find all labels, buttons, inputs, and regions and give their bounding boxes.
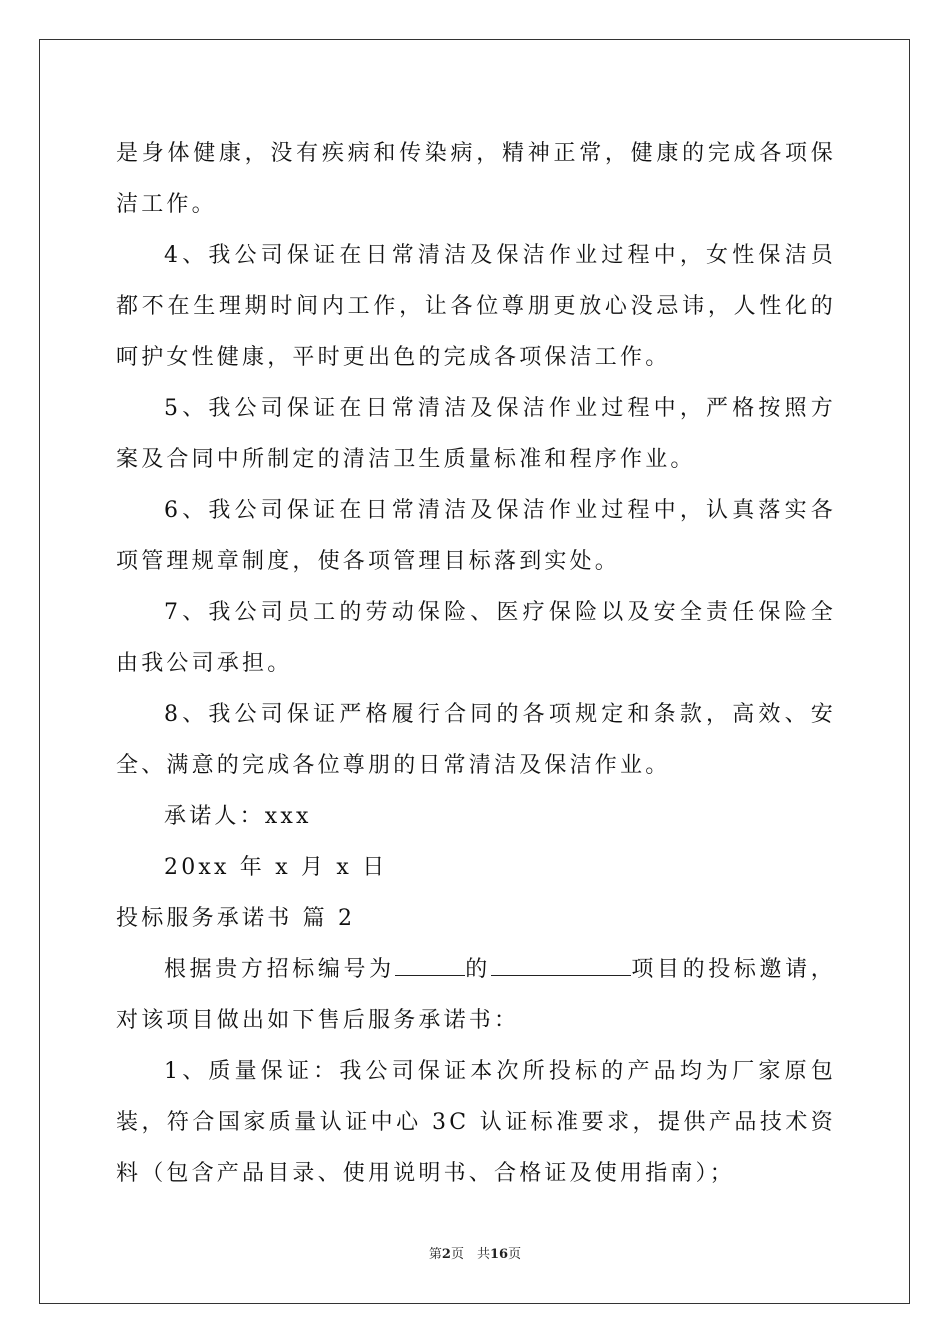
- footer-suffix: 页: [508, 1247, 522, 1262]
- section-title: 投标服务承诺书 篇 2: [116, 906, 356, 931]
- footer-page-number: 2: [441, 1247, 451, 1262]
- invite-text-1: 根据贵方招标编号为: [164, 957, 395, 982]
- invite-text-3: 项目的投标邀请，对该项目做出如下售后服务承诺书：: [116, 957, 837, 1033]
- paragraph-item-8: 8、我公司保证严格履行合同的各项规定和条款，高效、安全、满意的完成各位尊朋的日常清洁及保洁作业。: [116, 702, 836, 778]
- paragraph-quality-guarantee: 1、质量保证：我公司保证本次所投标的产品均为厂家原包装，符合国家质量认证中心 3C 认证标准要求，提供产品技术资料（包含产品目录、使用说明书、合格证及使用指南）；: [116, 1059, 836, 1186]
- paragraph-continuation: 是身体健康，没有疾病和传染病，精神正常，健康的完成各项保洁工作。: [116, 141, 836, 217]
- footer-page-total: 16: [489, 1247, 509, 1262]
- paragraph-item-5: 5、我公司保证在日常清洁及保洁作业过程中，严格按照方案及合同中所制定的清洁卫生质量标准和程序作业。: [116, 396, 836, 472]
- invite-text-2: 的: [464, 957, 491, 982]
- project-name-blank: [491, 957, 631, 976]
- date-line: 20xx 年 x 月 x 日: [164, 855, 388, 880]
- page-footer: [0, 1243, 950, 1262]
- tender-number-blank: [395, 957, 465, 976]
- footer-mid: 页 共: [450, 1247, 490, 1262]
- signer-line: 承诺人：xxx: [164, 804, 312, 829]
- paragraph-item-4: 4、我公司保证在日常清洁及保洁作业过程中，女性保洁员都不在生理期时间内工作，让各位尊朋更放心没忌讳，人性化的呵护女性健康，平时更出色的完成各项保洁工作。: [116, 243, 836, 370]
- paragraph-item-7: 7、我公司员工的劳动保险、医疗保险以及安全责任保险全由我公司承担。: [116, 600, 836, 676]
- paragraph-item-6: 6、我公司保证在日常清洁及保洁作业过程中，认真落实各项管理规章制度，使各项管理目标落到实处。: [116, 498, 836, 574]
- document-body: [116, 128, 836, 1199]
- footer-prefix: 第: [428, 1247, 442, 1262]
- invite-paragraph: [116, 944, 836, 1046]
